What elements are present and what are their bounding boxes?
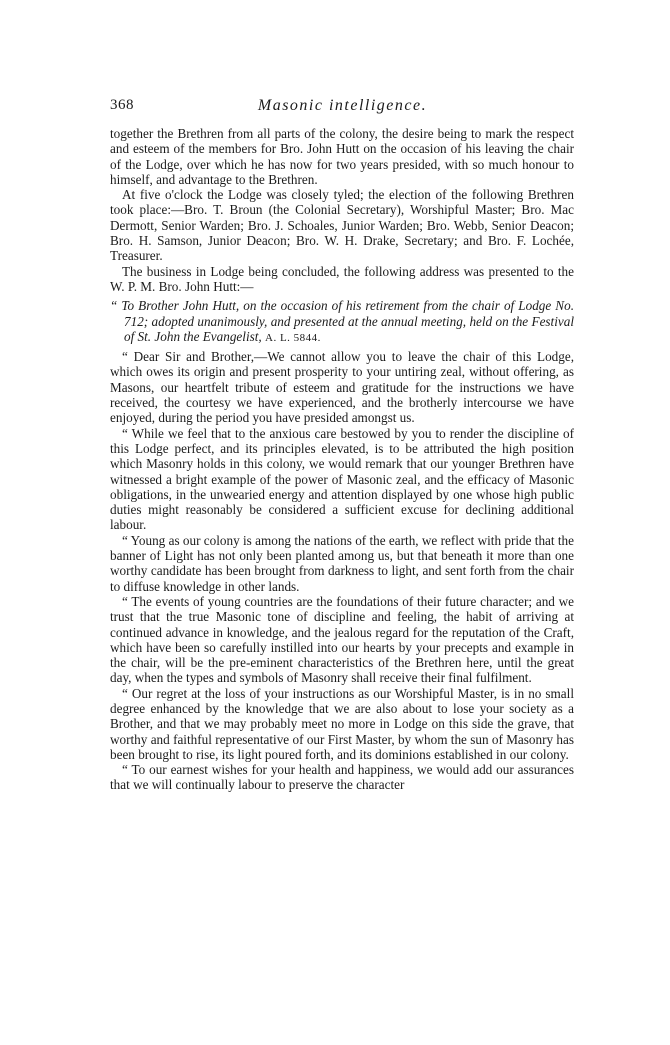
address-paragraph-6: “ To our earnest wishes for your health and happiness, we would add our assurances that we will continually labour to preserve the character	[110, 762, 574, 793]
paragraph-opening: together the Brethren from all parts of the colony, the desire being to mark the respect and esteem of the members for Bro. John Hutt on the occasion of his leaving the chair of the Lodge, over which he has now for two years presided, with so much honour to himself, and advantage to the Brethren.	[110, 126, 574, 187]
address-title	[110, 298, 574, 346]
page-header	[110, 97, 575, 119]
body-text	[110, 126, 574, 793]
address-paragraph-2: “ While we feel that to the anxious care bestowed by you to render the discipline of this Lodge perfect, and its principles elevated, is to be attributed the high position which Masonry holds in this colony, we would remark that our younger Brethren have witnessed a bright example of the power of Masonic zeal, and the efficacy of Masonic obligations, in the unwearied energy and attention displayed by one whose high public duties might reasonably be considered a sufficient excuse for declining additional labour.	[110, 425, 574, 533]
paragraph-address-intro: The business in Lodge being concluded, the following address was presented to the W. P. M. Bro. John Hutt:—	[110, 263, 574, 294]
address-title-date: A. L. 5844.	[265, 331, 321, 344]
address-paragraph-1: “ Dear Sir and Brother,—We cannot allow you to leave the chair of this Lodge, which owes its origin and present prosperity to your untiring zeal, without offering, as Masons, our heartfelt tribute of esteem and gratitude for the instructions we have received, the courtesy we have experienced, and the brotherly intercourse we have enjoyed, during the period you have presided amongst us.	[110, 349, 574, 426]
address-paragraph-4: “ The events of young countries are the foundations of their future character; and we trust that the true Masonic tone of discipline and feeling, the habit of arriving at continued advance in knowledge, and the jealous regard for the reputation of the Craft, which have been so carefully instilled into our hearts by your precepts and example in the chair, will be the pre-eminent characteristics of the Brethren here, until the great day, when the types and symbols of Masonry shall receive their final fulfilment.	[110, 593, 574, 686]
address-paragraph-5: “ Our regret at the loss of your instructions as our Worshipful Master, is in no small degree enhanced by the knowledge that we are also about to lose your society as a Brother, and that we may probably meet no more in Lodge on this side the grave, that worthy and faithful representative of our First Master, by whom the sun of Masonry has been brought to rise, its light poured forth, and its dominions established in our colony.	[110, 685, 574, 762]
page-number: 368	[110, 97, 134, 113]
address-title-text: “ To Brother John Hutt, on the occasion of his retirement from the chair of Lodge No. 712; adopted unanimously, and presented at the annual meeting, held on the Festival of St. John the Evangelist,	[110, 298, 574, 344]
address-paragraph-3: “ Young as our colony is among the nations of the earth, we reflect with pride that the banner of Light has not only been planted among us, but that beneath it more than one worthy candidate has been brought from darkness to light, and sent forth from the chair to diffuse knowledge in other lands.	[110, 532, 574, 594]
paragraph-election: At five o'clock the Lodge was closely tyled; the election of the following Brethren took place:—Bro. T. Broun (the Colonial Secretary), Worshipful Master; Bro. Mac Dermott, Senior Warden; Bro. J. Schoales, Junior Warden; Bro. Webb, Senior Deacon; Bro. H. Samson, Junior Deacon; Bro. W. H. Drake, Secretary; and Bro. F. Lochée, Treasurer.	[110, 187, 574, 264]
running-head: Masonic intelligence.	[257, 97, 428, 114]
